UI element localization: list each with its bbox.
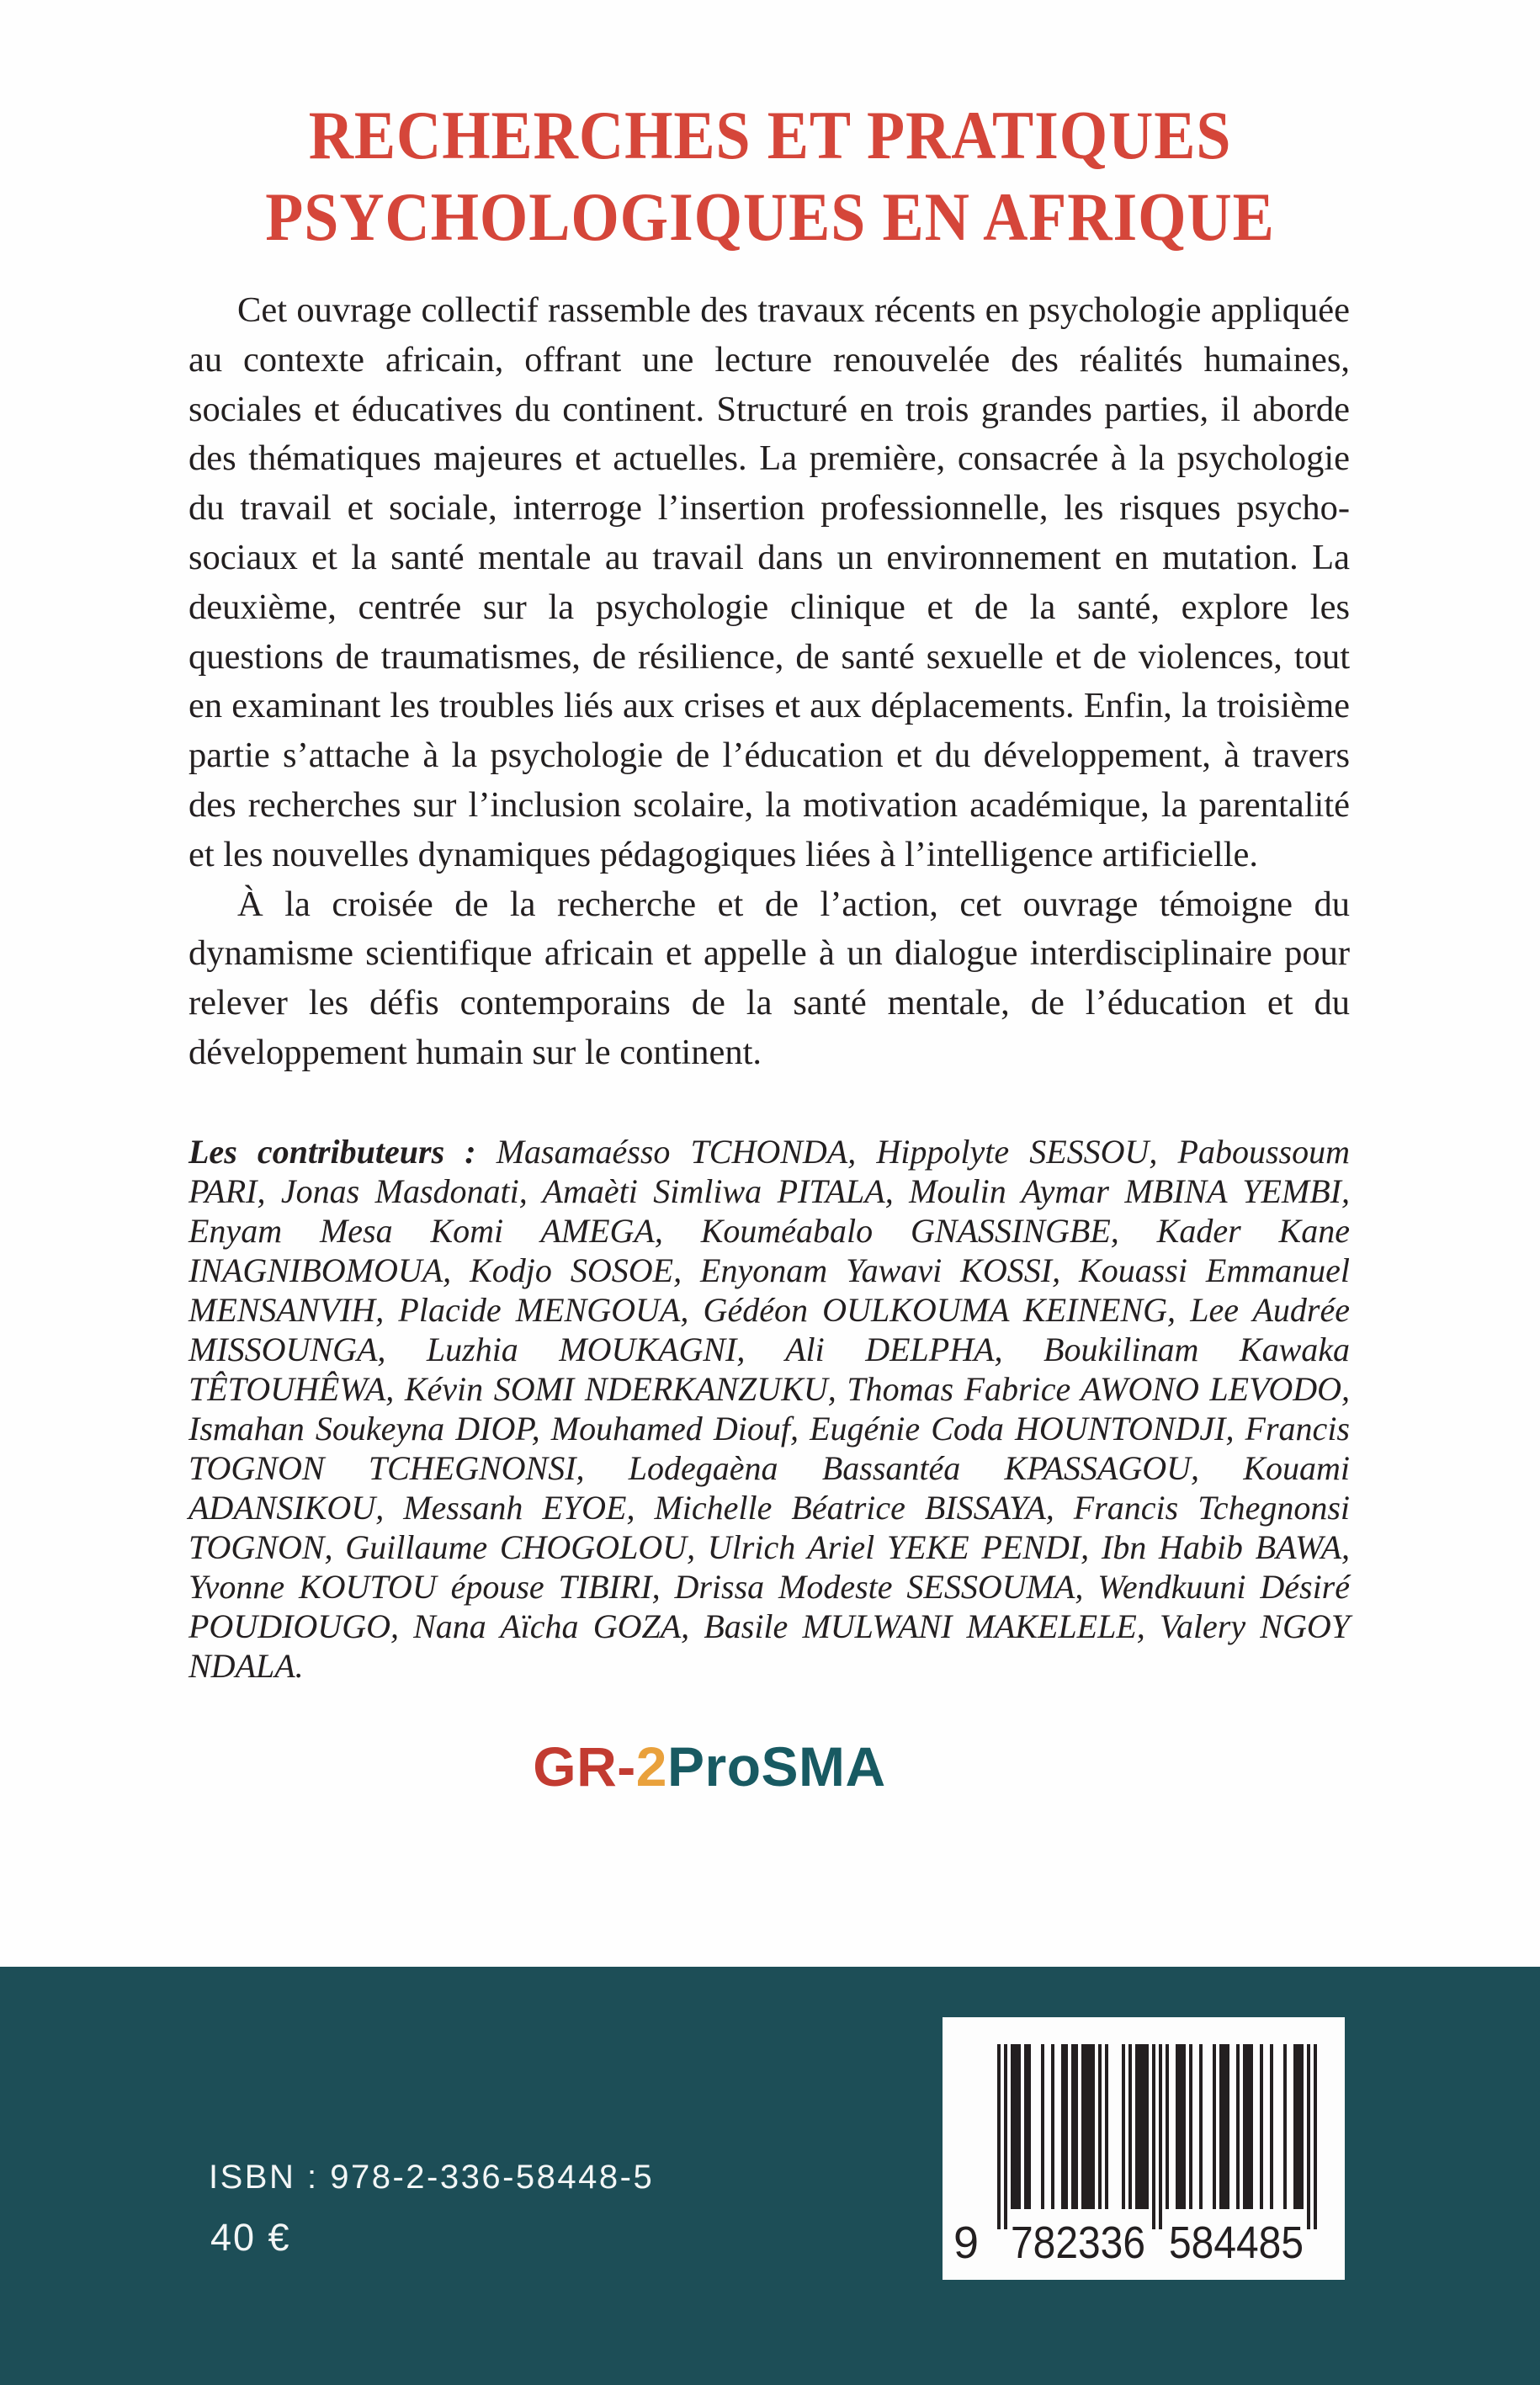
- synopsis: [189, 286, 1350, 1078]
- isbn-value: 978-2-336-58448-5: [330, 2159, 655, 2196]
- svg-text:782336: 782336: [1011, 2218, 1145, 2268]
- svg-text:584485: 584485: [1169, 2218, 1304, 2268]
- price-text: 40 €: [210, 2216, 291, 2259]
- contributors-paragraph: [189, 1132, 1350, 1686]
- book-title: [77, 94, 1463, 258]
- isbn-label: ISBN :: [209, 2159, 319, 2196]
- svg-text:9: 9: [953, 2218, 980, 2268]
- publisher-logo-part-prosma: ProSMA: [667, 1734, 886, 1798]
- contributors-label: Les contributeurs :: [189, 1132, 476, 1171]
- book-title-line2: PSYCHOLOGIQUES EN AFRIQUE: [265, 178, 1275, 255]
- barcode: [943, 2017, 1345, 2280]
- isbn-text: [209, 2159, 654, 2196]
- publisher-logo-part-gr: GR-: [533, 1734, 636, 1798]
- footer-band: [0, 1967, 1540, 2385]
- synopsis-paragraph-2: À la croisée de la recherche et de l’action, cet ouvrage témoigne du dynamisme scientifique africain et appelle à un dialogue interdisciplinaire pour relever les défis contemporains de la santé mentale, de l’éducation et du développement humain sur le continent.: [189, 884, 1350, 1072]
- contributors-names: Masamaésso TCHONDA, Hippolyte SESSOU, Paboussoum PARI, Jonas Masdonati, Amaèti Simliwa PITALA, Moulin Aymar MBINA YEMBI, Enyam Mesa Komi AMEGA, Kouméabalo GNASSINGBE, Kader Kane INAGNIBOMOUA, Kodjo SOSOE, Enyonam Yawavi KOSSI, Kouassi Emmanuel MENSANVIH, Placide MENGOUA, Gédéon OULKOUMA KEINENG, Lee Audrée MISSOUNGA, Luzhia MOUKAGNI, Ali DELPHA, Boukilinam Kawaka TÊTOUHÊWA, Kévin SOMI NDERKANZUKU, Thomas Fabrice AWONO LEVODO, Ismahan Soukeyna DIOP, Mouhamed Diouf, Eugénie Coda HOUNTONDJI, Francis TOGNON TCHEGNONSI, Lodegaèna Bassantéa KPASSAGOU, Kouami ADANSIKOU, Messanh EYOE, Michelle Béatrice BISSAYA, Francis Tchegnonsi TOGNON, Guillaume CHOGOLOU, Ulrich Ariel YEKE PENDI, Ibn Habib BAWA, Yvonne KOUTOU épouse TIBIRI, Drissa Modeste SESSOUMA, Wendkuuni Désiré POUDIOUGO, Nana Aïcha GOZA, Basile MULWANI MAKELELE, Valery NGOY NDALA.: [189, 1132, 1350, 1685]
- book-title-line1: RECHERCHES ET PRATIQUES: [308, 97, 1232, 173]
- publisher-logo-part-2: 2: [635, 1734, 667, 1798]
- synopsis-paragraph-1: Cet ouvrage collectif rassemble des travaux récents en psychologie appliquée au contexte africain, offrant une lecture renouvelée des réalités humaines, sociales et éducatives du continent. Structuré en trois grandes parties, il aborde des thématiques majeures et actuelles. La première, consacrée à la psychologie du travail et sociale, interroge l’insertion professionnelle, les risques psycho-sociaux et la santé mentale au travail dans un environnement en mutation. La deuxième, centrée sur la psychologie clinique et de la santé, explore les questions de traumatismes, de résilience, de santé sexuelle et de violences, tout en examinant les troubles liés aux crises et aux déplacements. Enfin, la troisième partie s’attache à la psychologie de l’éducation et du développement, à travers des recherches sur l’inclusion scolaire, la motivation académique, la parentalité et les nouvelles dynamiques pédagogiques liées à l’intelligence artificielle.: [189, 290, 1350, 874]
- publisher-logo: [0, 1734, 1479, 1798]
- barcode-svg: [950, 2044, 1337, 2268]
